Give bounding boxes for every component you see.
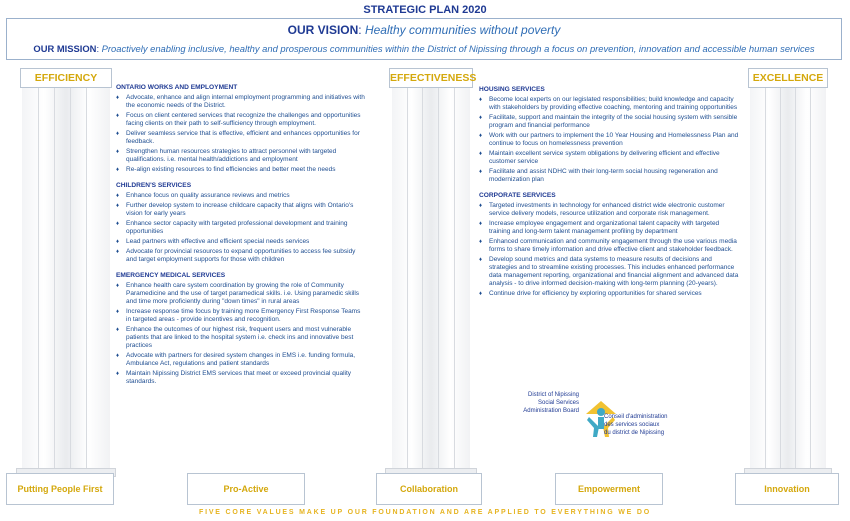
list-item: ♦ Facilitate, support and maintain the integrity of the social housing system with sensible program and financial performance xyxy=(479,114,739,130)
list-item: ♦ Advocate with partners for desired system changes in EMS i.e. funding formula, Ambulance Act, regulations and patient standards xyxy=(116,352,366,368)
list-item: ♦ Develop sound metrics and data systems to measure results of decisions and strategies and to streamline existing processes. This includes enhanced performance data management reporting, organizational and financial alignment and advanced data analysis - to drive informed decision-making with long-term planning (20-years). xyxy=(479,256,739,288)
section-title: EMERGENCY MEDICAL SERVICES xyxy=(116,272,226,279)
section-corporate-services xyxy=(479,192,739,298)
logo-text-french xyxy=(604,413,714,437)
vision-mission-box xyxy=(6,18,842,60)
list-item: ♦ Maintain Nipissing District EMS services that meet or exceed provincial quality standards. xyxy=(116,370,366,386)
section-ontario-works xyxy=(116,84,366,174)
right-panel xyxy=(479,86,739,521)
pillar-column-left xyxy=(22,88,110,468)
core-value-empowerment: Empowerment xyxy=(555,473,663,505)
list-item: ♦ Facilitate and assist NDHC with their long-term social housing regeneration and modernization plan xyxy=(479,168,739,184)
logo-line: des services sociaux xyxy=(604,422,660,428)
list-item: ♦ Enhanced communication and community engagement through the use various media forms to share timely information and drive effective client and stakeholder feedback. xyxy=(479,238,739,254)
logo-line: District of Nipissing xyxy=(527,392,579,398)
vision-label: OUR VISION xyxy=(287,23,359,37)
list-item: ♦ Enhance the outcomes of our highest risk, frequent users and most vulnerable patients that are linked to the hospital system i.e. check ins and innovative best practices xyxy=(116,326,366,350)
logo-line: Social Services xyxy=(537,400,579,406)
list-item: ♦ Further develop system to increase childcare capacity that aligns with Ontario's vision for early years xyxy=(116,202,366,218)
page-title: STRATEGIC PLAN 2020 xyxy=(363,4,487,16)
logo-line: Conseil d'administration xyxy=(604,414,668,420)
core-value-putting-people-first: Putting People First xyxy=(6,473,114,505)
core-value-collaboration: Collaboration xyxy=(376,473,482,505)
list-item: ♦ Work with our partners to implement the 10 Year Housing and Homelessness Plan and continue to focus on homelessness prevention xyxy=(479,132,739,148)
section-title: CORPORATE SERVICES xyxy=(479,192,556,199)
list-item: ♦ Enhance health care system coordination by growing the role of Community Paramedicine and the use of target paramedical skills. i.e. Using paramedic skills and time more proficiently during "down times" in rural areas xyxy=(116,282,366,306)
vision-separator: : xyxy=(358,23,365,37)
pillar-column-right xyxy=(750,88,826,468)
list-item: ♦ Strengthen human resources strategies to attract personnel with targeted qualifications. i.e. mental health/addictions and employment xyxy=(116,148,366,164)
list-item: ♦ Targeted investments in technology for enhanced district wide electronic customer service delivery models, resource utilization and corporate risk management. xyxy=(479,202,739,218)
list-item: ♦ Lead partners with effective and efficient special needs services xyxy=(116,238,366,246)
pillar-head-efficiency: EFFICIENCY xyxy=(20,68,112,88)
vision-text: Healthy communities without poverty xyxy=(364,23,561,37)
section-childrens-services xyxy=(116,182,366,264)
mission-line xyxy=(7,43,841,54)
list-item: ♦ Increase employee engagement and organizational talent capacity with targeted training and long-term talent management profiling by department xyxy=(479,220,739,236)
logo-line: Administration Board xyxy=(523,408,579,414)
list-item: ♦ Continue drive for efficiency by exploring opportunities for shared services xyxy=(479,290,739,298)
list-item: ♦ Advocate, enhance and align internal employment programming and initiatives with the economic needs of the District. xyxy=(116,94,366,110)
section-ems xyxy=(116,272,366,386)
pillar-column-middle xyxy=(392,88,470,468)
mission-text: Proactively enabling inclusive, healthy and prosperous communities within the District of Nipissing through a focus on prevention, innovation and accessible human services xyxy=(101,43,815,54)
section-title: HOUSING SERVICES xyxy=(479,86,545,93)
left-panel xyxy=(116,84,366,521)
footer-tagline: FIVE CORE VALUES MAKE UP OUR FOUNDATION AND ARE APPLIED TO EVERYTHING WE DO xyxy=(199,509,651,516)
list-item: ♦ Advocate for provincial resources to expand opportunities to access fee subsidy and target employment supports for those with children xyxy=(116,248,366,264)
list-item: ♦ Deliver seamless service that is effective, efficient and enhances opportunities for feedback. xyxy=(116,130,366,146)
list-item: ♦ Become local experts on our legislated responsibilities; build knowledge and capacity with stakeholders by providing effective coaching, mentoring and training opportunities xyxy=(479,96,739,112)
list-item: ♦ Maintain excellent service system obligations by delivering efficient and effective customer service xyxy=(479,150,739,166)
list-item: ♦ Enhance focus on quality assurance reviews and metrics xyxy=(116,192,366,200)
logo-line: du district de Nipissing xyxy=(604,430,665,436)
logo-text-english xyxy=(497,391,579,415)
mission-separator: : xyxy=(96,43,102,54)
list-item: ♦ Increase response time focus by training more Emergency First Response Teams in targeted areas - provide incentives and recognition. xyxy=(116,308,366,324)
section-housing-services xyxy=(479,86,739,184)
list-item: ♦ Re-align existing resources to find efficiencies and better meet the needs xyxy=(116,166,366,174)
core-value-innovation: Innovation xyxy=(735,473,839,505)
core-value-pro-active: Pro-Active xyxy=(187,473,305,505)
pillar-head-effectiveness: EFFECTIVENESS xyxy=(389,68,473,88)
section-title: CHILDREN'S SERVICES xyxy=(116,182,192,189)
pillar-head-excellence: EXCELLENCE xyxy=(748,68,828,88)
list-item: ♦ Focus on client centered services that recognize the challenges and opportunities facing clients on their path to self-sufficiency through employment. xyxy=(116,112,366,128)
mission-label: OUR MISSION xyxy=(33,43,97,54)
vision-line xyxy=(7,23,841,37)
list-item: ♦ Enhance sector capacity with targeted professional development and training opportunities xyxy=(116,220,366,236)
section-title: ONTARIO WORKS AND EMPLOYMENT xyxy=(116,84,238,91)
